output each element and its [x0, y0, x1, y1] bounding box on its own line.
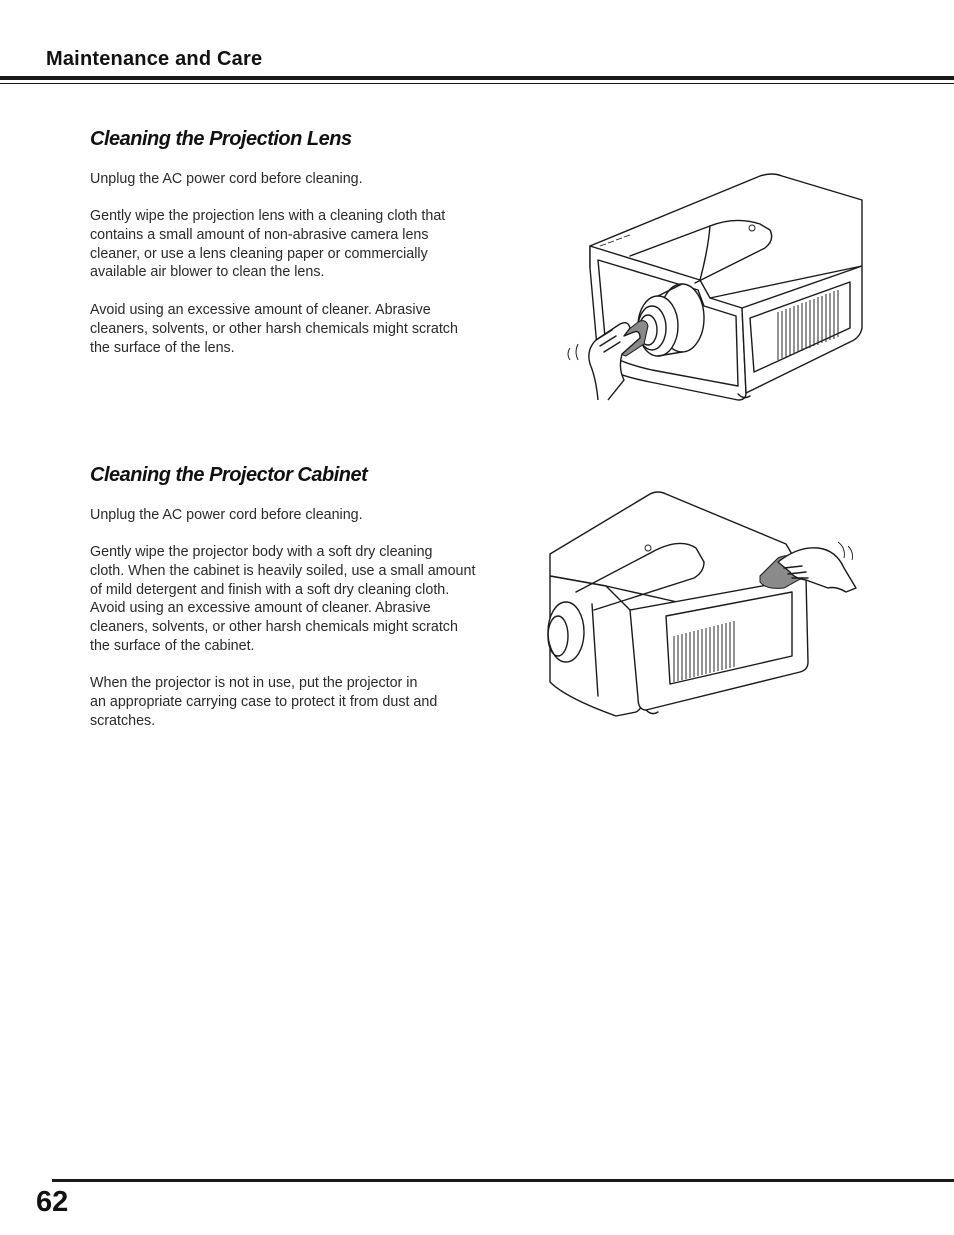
- paragraph: Unplug the AC power cord before cleaning.: [90, 507, 363, 523]
- header-rule: [0, 76, 954, 80]
- paragraph: Gently wipe the projector body with a soft dry cleaning cloth. When the cabinet is heavily soiled, use a small amount of mild detergent and finish with a soft dry cleaning cloth. Avoid using an excessive amount of cleaner. Abrasive cleaners, solvents, or other harsh chemicals might scratch the surface of the cabinet.: [90, 544, 476, 654]
- chapter-title: Maintenance and Care: [46, 48, 263, 70]
- page-number: 62: [36, 1186, 69, 1218]
- paragraph: Unplug the AC power cord before cleaning.: [90, 171, 363, 187]
- projector-cabinet-cleaning-illustration: [546, 486, 864, 726]
- section-title-cabinet: Cleaning the Projector Cabinet: [90, 464, 368, 486]
- section-title-lens: Cleaning the Projection Lens: [90, 128, 352, 150]
- paragraph: When the projector is not in use, put the projector in an appropriate carrying case to protect it from dust and scratches.: [90, 675, 438, 729]
- header-rule-thin: [0, 83, 954, 84]
- projector-lens-cleaning-illustration: [560, 168, 870, 408]
- paragraph: Gently wipe the projection lens with a cleaning cloth that contains a small amount of non-abrasive camera lens cleaner, or use a lens cleaning paper or commercially available air blower to clean the lens.: [90, 208, 446, 281]
- footer-rule: [52, 1179, 954, 1182]
- paragraph: Avoid using an excessive amount of cleaner. Abrasive cleaners, solvents, or other harsh chemicals might scratch the surface of the lens.: [90, 302, 458, 356]
